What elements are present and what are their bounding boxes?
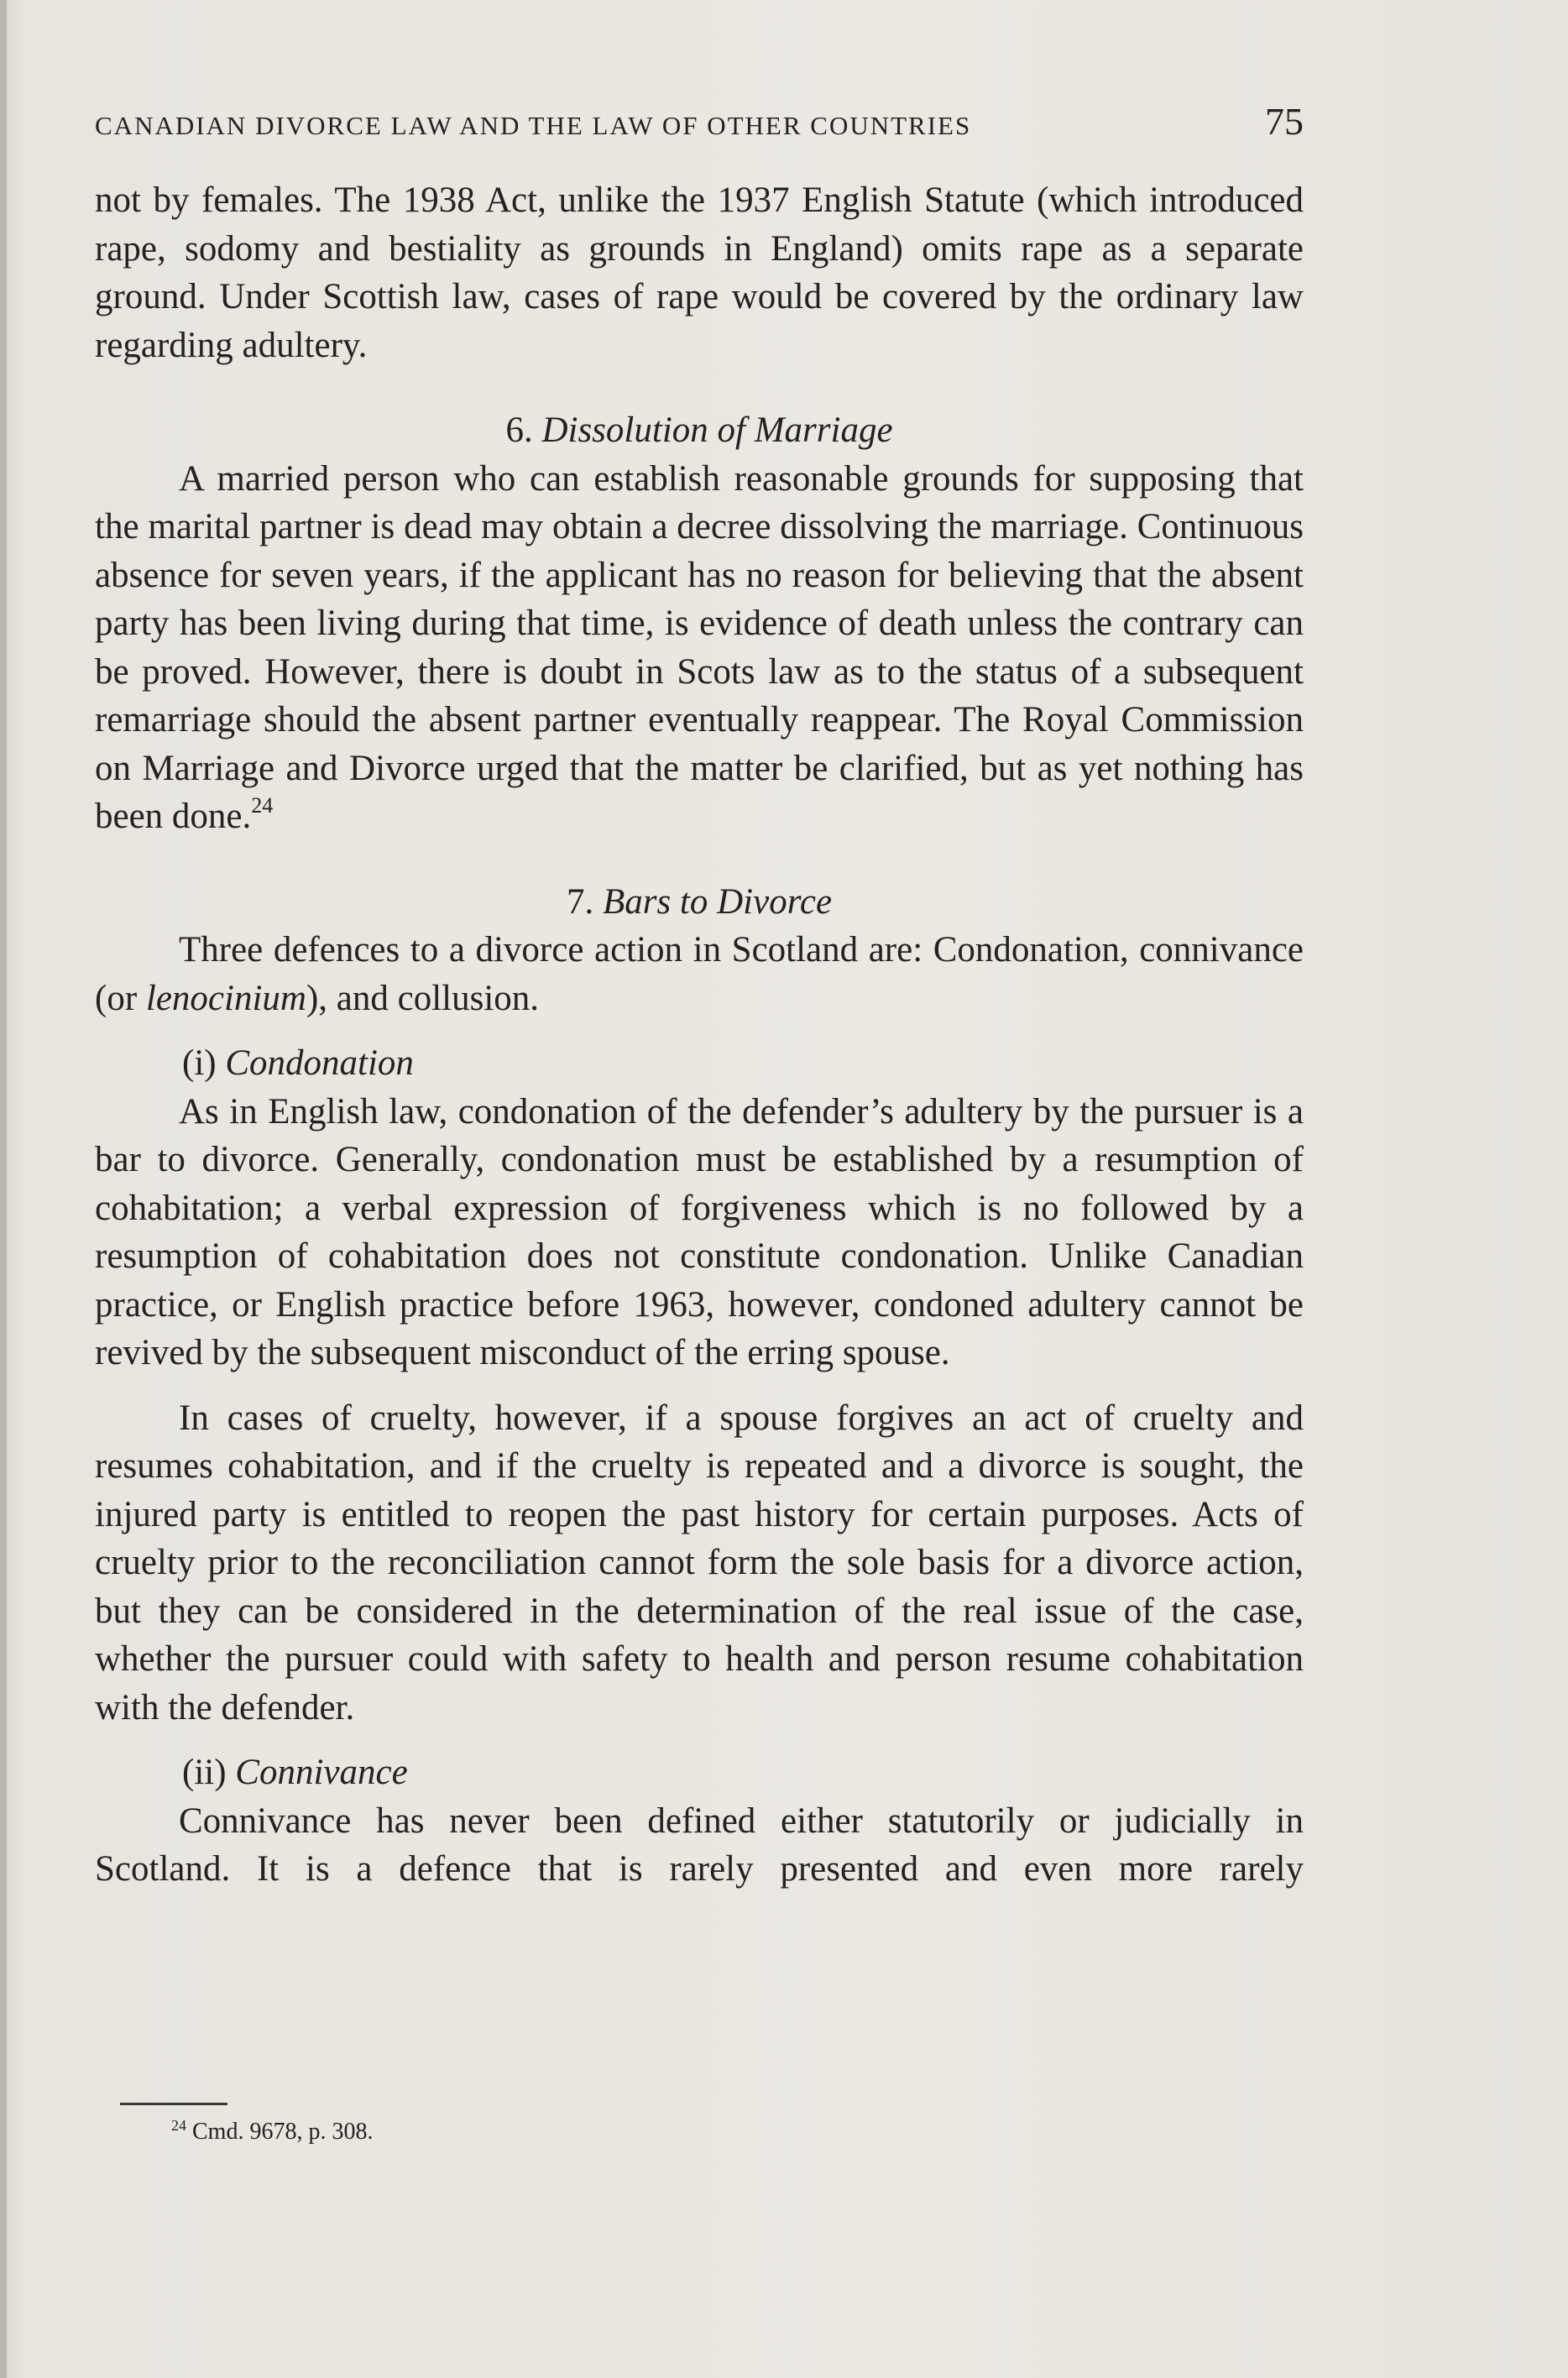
paragraph-connivance-1: Connivance has never been defined either statutorily or judicially in Scotland. It is a defence that is rarely presented and even more rarely [95, 1800, 1304, 1889]
section-title: Bars to Divorce [602, 881, 833, 922]
subheading-title: Connivance [235, 1753, 408, 1792]
section-number: 6. [505, 410, 533, 450]
section-heading-bars [95, 878, 1304, 927]
section-heading-dissolution [95, 406, 1304, 455]
continued-paragraph: not by females. The 1938 Act, unlike the 1937 English Statute (which introduced rape, sodomy and bestiality as grounds in England) omits rape as a separate ground. Under Scottish law, cases of rape would be covered by the ordinary law regarding adultery. [95, 180, 1304, 365]
intro-latin-term: lenocinium [145, 978, 306, 1018]
footnote-reference: 24 [251, 793, 274, 818]
subheading-connivance [95, 1748, 1304, 1797]
page-edge-shadow [0, 0, 7, 2378]
running-head: CANADIAN DIVORCE LAW AND THE LAW OF OTHER COUNTRIES [95, 111, 972, 140]
paragraph-text: A married person who can establish reasonable grounds for supposing that the marital partner is dead may obtain a decree dissolving the marriage. Continuous absence for seven years, if the applicant has no reason for believing that the absent party has been living during that time, is evidence of death unless the contrary can be proved. However, there is doubt in Scots law as to the status of a subsequent remarriage should the absent partner eventually reappear. The Royal Commission on Marriage and Divorce urged that the matter be clarified, but as yet nothing has been done. [95, 458, 1304, 836]
subheading-label: (i) [182, 1043, 217, 1083]
subheading-label: (ii) [182, 1753, 227, 1792]
paragraph-condonation-1: As in English law, condonation of the defender’s adultery by the pursuer is a bar to divorce. Generally, condonation must be established by a resumption of cohabitation; a verbal expression of forgiveness which is no followed by a resumption of cohabitation does not constitute condonation. Unlike Canadian practice, or English practice before 1963, however, condoned adultery cannot be revived by the subsequent misconduct of the erring spouse. [95, 1091, 1304, 1372]
section-title: Dissolution of Marriage [541, 410, 893, 450]
footnote [171, 2115, 373, 2149]
footnote-divider [120, 2103, 227, 2105]
paragraph-bars-intro [95, 926, 1304, 1022]
page-body [95, 176, 1304, 1894]
intro-text-end: ), and collusion. [306, 978, 540, 1018]
paragraph-condonation-2: In cases of cruelty, however, if a spouse forgives an act of cruelty and resumes cohabitation, and if the cruelty is repeated and a divorce is sought, the injured party is entitled to reopen the past history for certain purposes. Acts of cruelty prior to the reconciliation cannot form the sole basis for a divorce action, but they can be considered in the determination of the real issue of the case, whether the pursuer could with safety to health and person resume cohabitation with the defender. [95, 1398, 1304, 1727]
footnote-text: Cmd. 9678, p. 308. [192, 2119, 374, 2145]
subheading-title: Condonation [225, 1043, 414, 1083]
footnote-marker: 24 [171, 2117, 186, 2134]
page-number: 75 [1265, 100, 1304, 143]
subheading-condonation [95, 1039, 1304, 1088]
intro-text-start: Three defences to a divorce action in Scotland are: Condonation, connivance (or [95, 930, 1304, 1018]
page-header [95, 99, 1304, 158]
paragraph-dissolution [95, 455, 1304, 841]
section-number: 7. [566, 881, 594, 922]
